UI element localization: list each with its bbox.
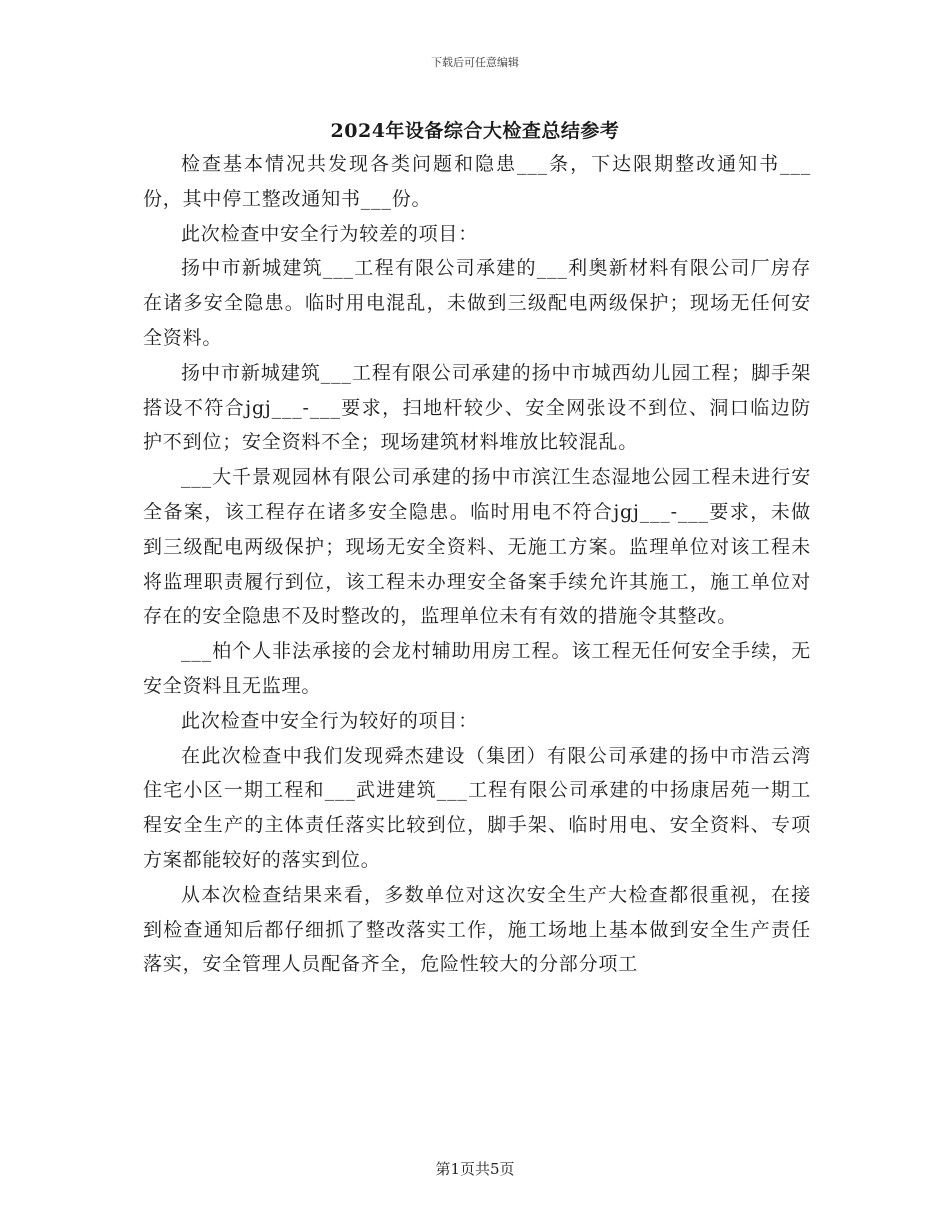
paragraph-summary: 检查基本情况共发现各类问题和隐患___条，下达限期整改通知书___份，其中停工整改通知书___份。: [143, 153, 811, 210]
paragraph-poor-item-3: ___大千景观园林有限公司承建的扬中市滨江生态湿地公园工程未进行安全备案，该工程存在诸多安全隐患。临时用电不符合jgj___-___要求，未做到三级配电两级保护；现场无安全资料、无施工方案。监理单位对该工程未将监理职责履行到位，该工程未办理安全备案手续允许其施工，施工单位对存在的安全隐患不及时整改的，监理单位未有有效的措施令其整改。: [143, 466, 811, 628]
paragraph-poor-item-1: 扬中市新城建筑___工程有限公司承建的___利奥新材料有限公司厂房存在诸多安全隐患。临时用电混乱，未做到三级配电两级保护；现场无任何安全资料。: [143, 257, 811, 349]
paragraph-poor-heading: 此次检查中安全行为较差的项目：: [181, 222, 479, 245]
paragraph-good-heading: 此次检查中安全行为较好的项目：: [181, 709, 479, 732]
paragraph-good-item: 在此次检查中我们发现舜杰建设（集团）有限公司承建的扬中市浩云湾住宅小区一期工程和___武进建筑___工程有限公司承建的中扬康居苑一期工程安全生产的主体责任落实比较到位，脚手架、临时用电、安全资料、专项方案都能较好的落实到位。: [143, 744, 811, 871]
document-title: 2024年设备综合大检查总结参考: [330, 120, 620, 142]
header-note: 下载后可任意编辑: [431, 56, 519, 69]
document-body: [143, 147, 811, 982]
paragraph-conclusion: 从本次检查结果来看，多数单位对这次安全生产大检查都很重视，在接到检查通知后都仔细抓了整改落实工作，施工场地上基本做到安全生产责任落实，安全管理人员配备齐全，危险性较大的分部分项工: [143, 883, 811, 976]
page-footer: 第1页共5页: [435, 1160, 515, 1178]
paragraph-poor-item-4: ___柏个人非法承接的会龙村辅助用房工程。该工程无任何安全手续，无安全资料且无监理。: [143, 640, 811, 697]
paragraph-poor-item-2: 扬中市新城建筑___工程有限公司承建的扬中市城西幼儿园工程；脚手架搭设不符合jgj___-___要求，扫地杆较少、安全网张设不到位、洞口临边防护不到位；安全资料不全；现场建筑材料堆放比较混乱。: [143, 361, 811, 454]
